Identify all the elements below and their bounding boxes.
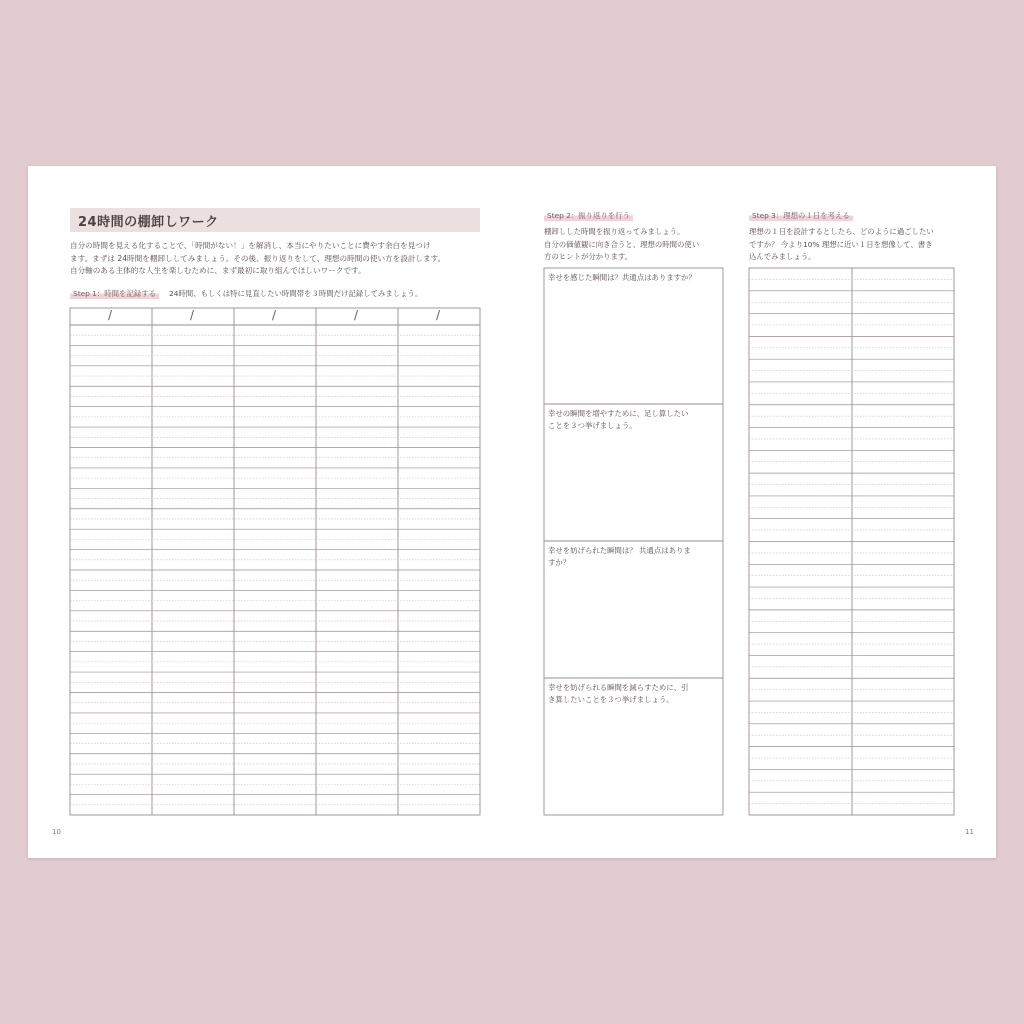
- step2-heading: [544, 210, 633, 221]
- date-slash: /: [436, 308, 441, 322]
- date-slash: /: [190, 308, 195, 322]
- step2-box-question: [548, 682, 688, 705]
- step2-box-question: [548, 272, 696, 284]
- question-line: 幸せの瞬間を増やすために、足し算したい: [548, 409, 689, 418]
- question-line: 幸せを感じた瞬間は？共通点はありますか？: [548, 273, 696, 282]
- step3-label: Step 3：理想の１日を考える: [749, 210, 853, 221]
- step2-box-question: [548, 545, 691, 568]
- question-line: すか？: [548, 557, 571, 567]
- date-slash: /: [108, 308, 113, 322]
- step2-box-question: [548, 408, 688, 431]
- ideal-day-table: [749, 268, 954, 815]
- question-line: ことを３つ挙げましょう。: [548, 420, 637, 430]
- date-slash: /: [272, 308, 277, 322]
- step1-label: Step 1：時間を記録する: [70, 288, 159, 299]
- step3-line: 込んでみましょう。: [749, 252, 816, 262]
- question-line: 幸せを妨げられる瞬間を減らすために、引: [548, 683, 689, 692]
- page-number-right: 11: [965, 828, 974, 836]
- step2-text: [544, 226, 699, 264]
- step3-heading: [749, 210, 853, 221]
- step3-line: ですか？ 今より10% 理想に近い１日を想像して、書き: [749, 239, 933, 249]
- intro-line: 自分軸のある主体的な人生を楽しむために、まず最初に取り組んでほしいワークです。: [70, 266, 366, 276]
- step2-boxes: [544, 268, 723, 815]
- table-border: [70, 308, 480, 815]
- question-line: 幸せを妨げられた瞬間は？ 共通点はありま: [548, 546, 691, 555]
- step2-line: 棚卸しした時間を振り返ってみましょう。: [544, 227, 685, 236]
- date-slash: /: [354, 308, 359, 322]
- page-number-left: 10: [52, 828, 61, 836]
- step2-line: 自分の価値観に向き合うと、理想の時間の使い: [544, 239, 700, 249]
- intro-line: ます。まずは 24時間を棚卸ししてみましょう。その後、振り返りをして、理想の時間の使い方を設計します。: [70, 253, 446, 263]
- intro-line: 自分の時間を見える化することで、「時間がない！」を解消し、本当にやりたいことに費やす余白を見つけ: [70, 241, 431, 250]
- question-line: き算したいことを３つ挙げましょう。: [548, 694, 674, 704]
- time-record-table: [70, 308, 480, 815]
- step2-box-border: [544, 268, 723, 815]
- step3-text: [749, 226, 934, 264]
- step2-line: 方のヒントが分かります。: [544, 252, 633, 262]
- step1-text: 24時間、もしくは特に見直したい時間帯を３時間だけ記録してみましょう。: [169, 289, 423, 298]
- step2-label: Step 2：振り返りを行う: [544, 210, 633, 221]
- page-title: 24時間の棚卸しワーク: [78, 215, 219, 230]
- step3-line: 理想の１日を設計するとしたら、どのように過ごしたい: [749, 227, 934, 236]
